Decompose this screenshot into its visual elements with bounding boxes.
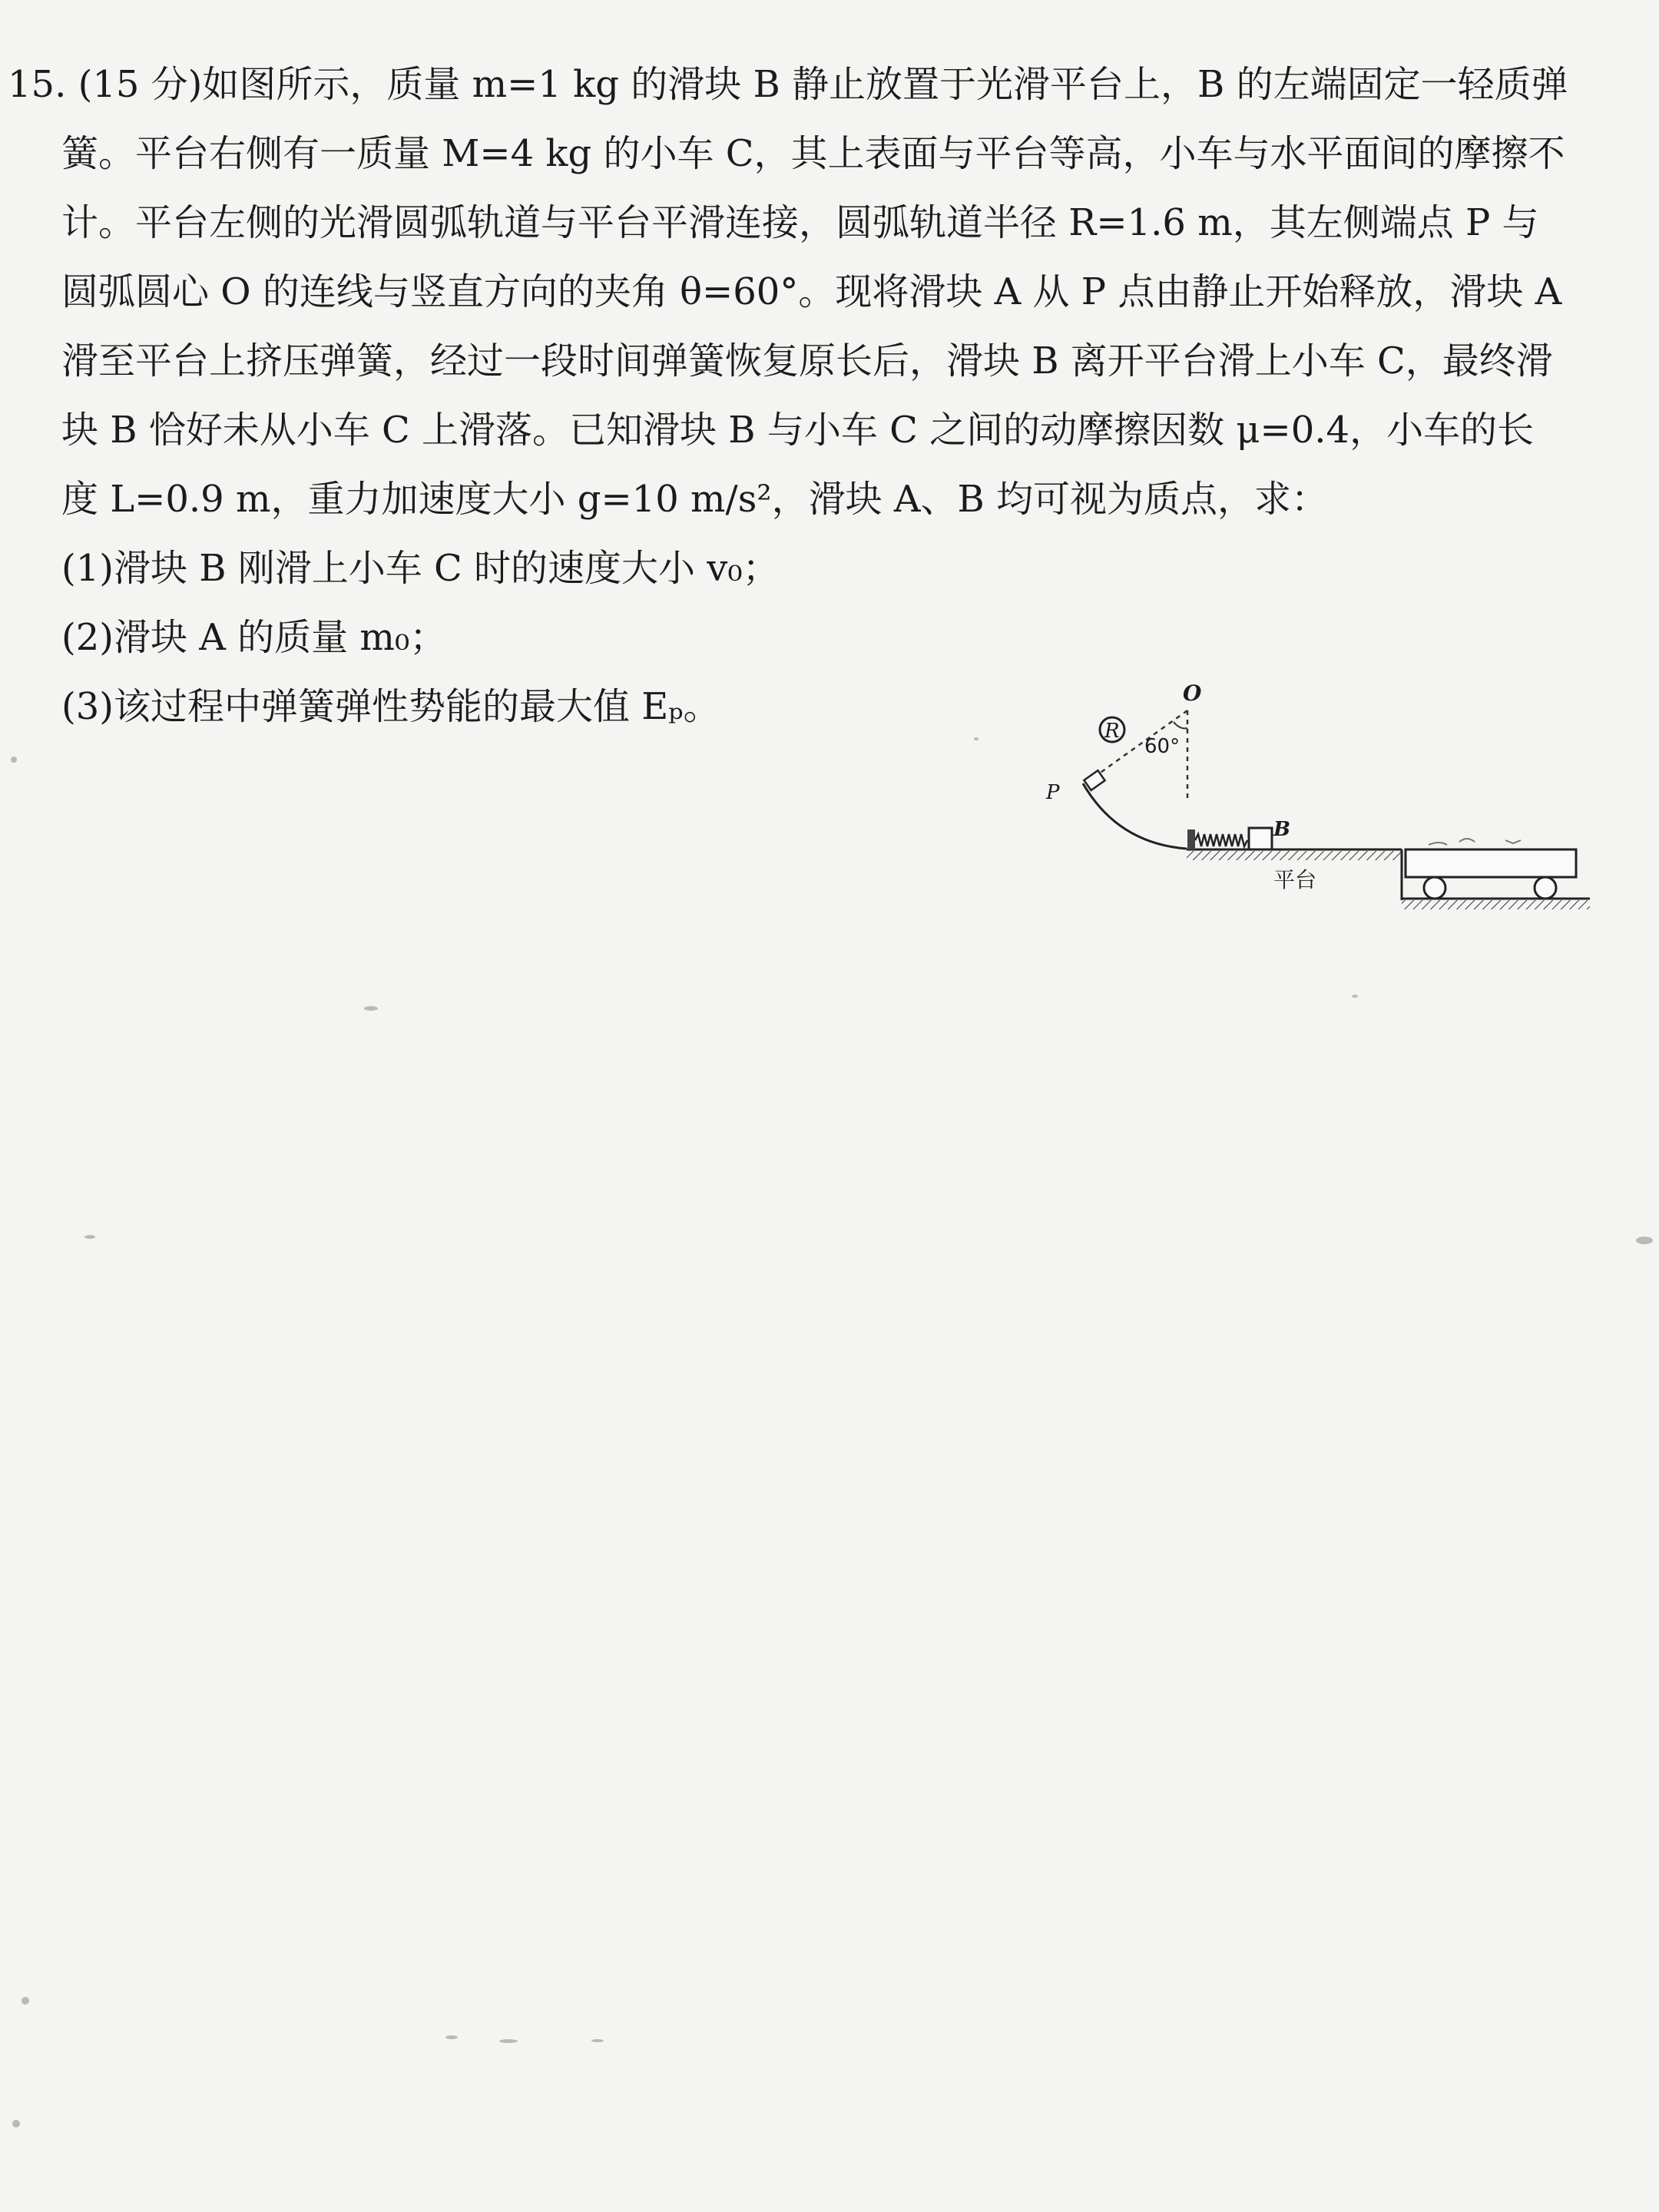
- label-platform: 平台: [1273, 867, 1317, 892]
- angle-arc: [1174, 722, 1187, 728]
- label-B: B: [1273, 818, 1290, 841]
- problem-text-line-4: 圆弧圆心 O 的连线与竖直方向的夹角 θ=60°。现将滑块 A 从 P 点由静止开始释放，滑块 A: [61, 270, 1562, 313]
- platform-hatch: [1187, 851, 1402, 860]
- cart-wheel-right: [1535, 877, 1556, 899]
- physics-diagram: [1029, 676, 1598, 929]
- problem-text-line-2: 簧。平台右侧有一质量 M=4 kg 的小车 C，其上表面与平台等高，小车与水平面间的摩擦不: [61, 132, 1565, 175]
- problem-text-line-3: 计。平台左侧的光滑圆弧轨道与平台平滑连接，圆弧轨道半径 R=1.6 m，其左侧端点 P 与: [61, 201, 1539, 244]
- scan-speck: [84, 1235, 95, 1239]
- scan-speck: [591, 2039, 604, 2042]
- ground-hatch: [1402, 900, 1590, 909]
- problem-text-line-6: 块 B 恰好未从小车 C 上滑落。已知滑块 B 与小车 C 之间的动摩擦因数 μ=0.4，小车的长: [61, 409, 1535, 452]
- label-angle: 60°: [1144, 735, 1181, 758]
- sub-question-1: (1)滑块 B 刚滑上小车 C 时的速度大小 v₀；: [61, 547, 780, 590]
- sub-question-2: (2)滑块 A 的质量 m₀；: [61, 616, 447, 659]
- scan-speck: [12, 2120, 20, 2128]
- pencil-scribble-on-cart: [1429, 839, 1521, 845]
- scan-speck: [11, 757, 17, 763]
- scan-speck: [974, 737, 979, 740]
- slider-B: [1249, 828, 1272, 849]
- scan-speck: [364, 1006, 378, 1011]
- problem-text-line-5: 滑至平台上挤压弹簧，经过一段时间弹簧恢复原长后，滑块 B 离开平台滑上小车 C，最终滑: [61, 339, 1553, 382]
- spring: [1195, 834, 1247, 846]
- scan-speck: [445, 2035, 458, 2039]
- scan-speck: [1352, 995, 1358, 998]
- label-R: R: [1104, 720, 1120, 743]
- spring-wall: [1187, 830, 1195, 849]
- label-P: P: [1046, 781, 1060, 804]
- cart-wheel-left: [1424, 877, 1445, 899]
- arc-track: [1083, 783, 1187, 849]
- cart-C-body: [1406, 849, 1576, 877]
- slider-A: [1084, 770, 1104, 790]
- problem-text-line-7: 度 L=0.9 m，重力加速度大小 g=10 m/s²，滑块 A、B 均可视为质点，求：: [61, 478, 1329, 521]
- label-O: O: [1183, 680, 1202, 706]
- sub-question-3: (3)该过程中弹簧弹性势能的最大值 Eₚ。: [61, 685, 720, 728]
- scan-speck: [499, 2039, 518, 2043]
- scan-speck: [22, 1997, 29, 2005]
- problem-text-line-1: 15. (15 分)如图所示，质量 m=1 kg 的滑块 B 静止放置于光滑平台上，B 的左端固定一轻质弹: [8, 63, 1568, 106]
- diagram-svg: [1029, 676, 1598, 929]
- scan-speck: [1636, 1237, 1653, 1244]
